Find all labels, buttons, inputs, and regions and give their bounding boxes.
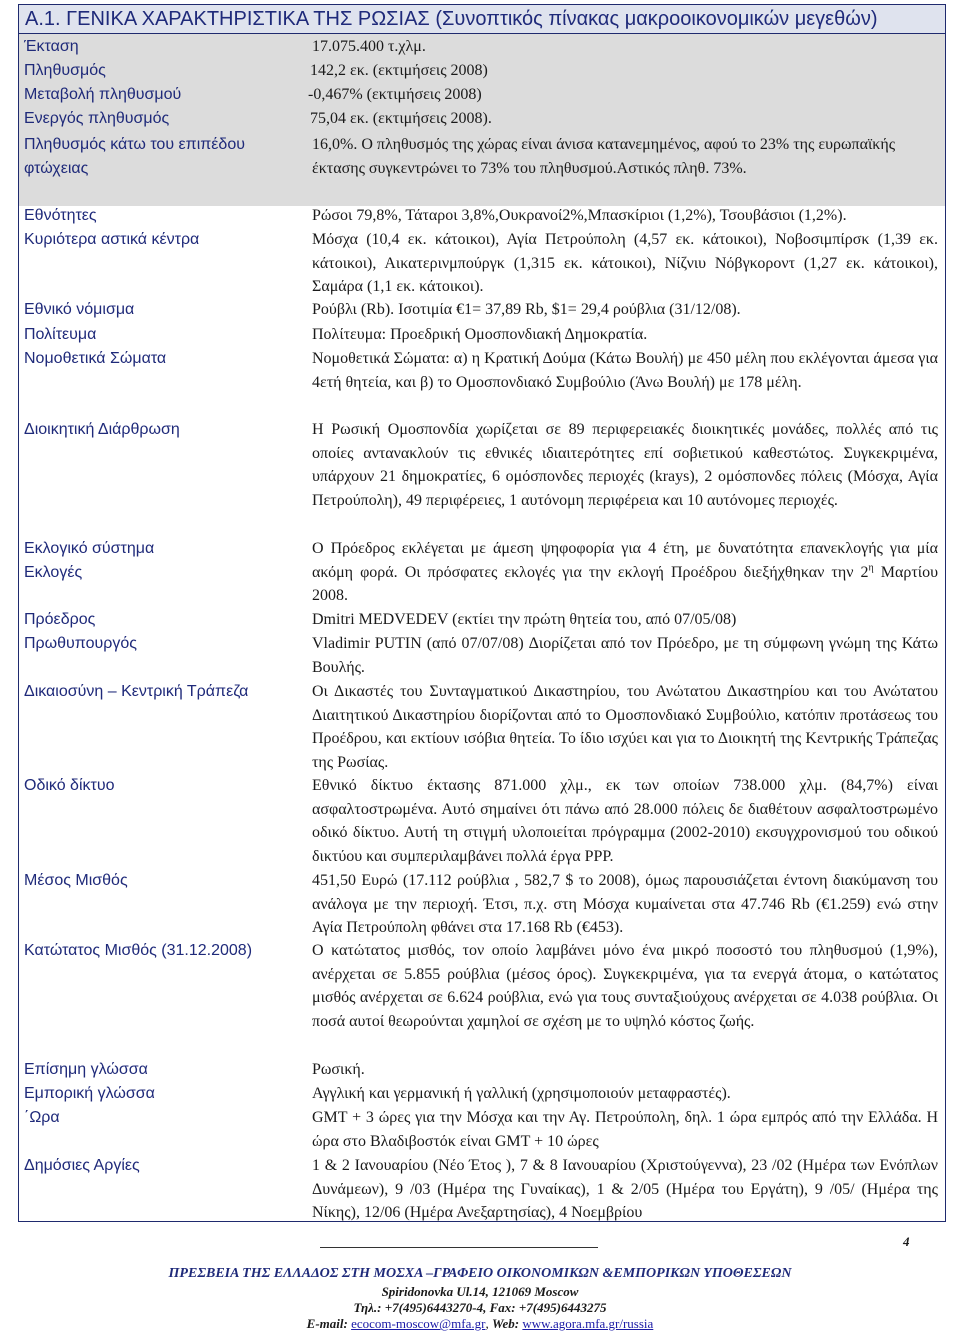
cities-label: Κυριότερα αστικά κέντρα [24, 231, 200, 248]
poverty-value: 16,0%. Ο πληθυσμός της χώρας είναι άνισα κατανεμημένος, αφού το 23% της ευρωπαϊκής έκτασης συγκεντρώνει το 73% του πληθυσμού.Αστικός πληθ. 73%. [312, 136, 896, 177]
poverty-label-line2: φτώχειας [24, 160, 89, 177]
email-link[interactable]: ecocom-moscow@mfa.gr [351, 1316, 486, 1331]
min-salary-value: Ο κατώτατος μισθός, τον οποίο λαμβάνει μόνο ένα μικρό ποσοστό του πληθυσμού (1,9%), ανέρχεται σε 5.855 ρούβλια (μέσος όρος). Συγκεκριμένα, για τα ενεργά άτομα, ο κατώτατος μισθός ανέρχεται σε 6.624 ρούβλια, ενώ για τους συνταξιούχους ανέρχεται σε 4.038 ρούβλια. Οι ποσά αυτοί θεωρούνται χαμηλοί σε σχέση με το υψηλό κόστος ζωής. [312, 942, 938, 1030]
footer-phone: Τηλ.: +7(495)6443270-4, Fax: +7(495)6443275 [353, 1300, 607, 1315]
electoral-value [312, 537, 938, 608]
web-label: Web: [491, 1316, 520, 1331]
ethnic-value: Ρώσοι 79,8%, Τάταροι 3,8%,Ουκρανοί2%,Μπασκίριοι (1,2%), Τσουβάσιοι (1,2%). [312, 207, 847, 224]
pm-label: Πρωθυπουργός [24, 635, 137, 652]
ethnic-label: Εθνότητες [24, 207, 97, 224]
holidays-value: 1 & 2 Ιανουαρίου (Νέο Έτος ), 7 & 8 Ιανουαρίου (Χριστούγεννα), 23 /02 (Ημέρα των Ενόπλων Δυνάμεων), 9 /03 (Ημέρα της Γυναίκας), 1 & 2/05 (Ημέρα του Εργάτη), 9 /05/ (Ημέρα της Νίκης), 12/06 (Ημέρα Ανεξαρτησίας), 4 Νοεμβρίου [312, 1157, 938, 1221]
president-value: Dmitri MEDVEDEV (εκτίει την πρώτη θητεία του, από 07/05/08) [312, 611, 737, 628]
admin-value: Η Ρωσική Ομοσπονδία χωρίζεται σε 89 περιφερειακές διοικητικές μονάδες, πολλές από τις οποίες αντανακλούν τις εθνικές ιδιαιτερότητες επί σοβιετικού καθεστώτος. Συγκεκριμένα, υπάρχουν 21 δημοκρατίες, 6 ομόσπονδες περιοχές (krays), 2 ομόσπονδες πόλεις (Μόσχα, Αγία Πετρούπολη), 49 περιφέρειες, 1 αυτόνομη περιφέρεια και 10 αυτόνομες περιοχές. [312, 421, 938, 509]
roads-label: Οδικό δίκτυο [24, 777, 115, 794]
area-value: 17.075.400 τ.χλμ. [312, 38, 426, 55]
footer-contact: E-mail: ecocom-moscow@mfa.gr, Web: www.agora.mfa.gr/russia [306, 1316, 654, 1331]
trade-lang-label: Εμπορική γλώσσα [24, 1085, 155, 1102]
footer-org-line: ΠΡΕΣΒΕΙΑ ΤΗΣ ΕΛΛΑΔΟΣ ΣΤΗ ΜΟΣΧΑ –ΓΡΑΦΕΙΟ ΟΙΚΟΝΟΜΙΚΩΝ &ΕΜΠΟΡΙΚΩΝ ΥΠΟΘΕΣΕΩΝ [168, 1266, 792, 1281]
president-label: Πρόεδρος [24, 611, 96, 628]
ordinal-suffix: η [868, 562, 874, 574]
web-link[interactable]: www.agora.mfa.gr/russia [522, 1316, 654, 1331]
official-lang-value: Ρωσική. [312, 1061, 365, 1078]
page-title: A.1. ΓΕΝΙΚΑ ΧΑΡΑΚΤΗΡΙΣΤΙΚΑ ΤΗΣ ΡΩΣΙΑΣ (Συνοπτικός πίνακας μακροοικονομικών μεγεθών) [25, 8, 878, 30]
time-value: GMT + 3 ώρες για την Μόσχα και την Αγ. Πετρούπολη, δηλ. 1 ώρα εμπρός από την Ελλάδα. Η ώρα στο Βλαδιβοστόκ είναι GMT + 10 ώρες [312, 1109, 938, 1150]
polity-label: Πολίτευμα [24, 326, 97, 343]
legislative-label: Νομοθετικά Σώματα [24, 350, 167, 367]
poverty-label-line1: Πληθυσμός κάτω του επιπέδου [24, 136, 245, 153]
admin-label: Διοικητική Διάρθρωση [24, 421, 180, 438]
active-pop-label: Ενεργός πληθυσμός [24, 110, 170, 127]
footer-divider [320, 1247, 598, 1248]
salary-value: 451,50 Ευρώ (17.112 ρούβλια , 582,7 $ το 2008), όμως παρουσιάζεται έντονη διακύμανση του ανάλογα με την περιοχή. Έτσι, π.χ. στη Μόσχα κυμαίνεται στα 47.746 Rb (€1.259) ενώ στην Αγία Πετρούπολη φθάνει στα 17.168 Rb (€453). [312, 872, 938, 936]
salary-label: Μέσος Μισθός [24, 872, 128, 889]
currency-value: Ρούβλι (Rb). Ισοτιμία €1= 37,89 Rb, $1= 29,4 ρούβλια (31/12/08). [312, 301, 741, 318]
page-number: 4 [903, 1234, 910, 1249]
pop-change-label: Μεταβολή πληθυσμού [24, 86, 182, 103]
legislative-value: Νομοθετικά Σώματα: α) η Κρατική Δούμα (Κάτω Βουλή) με 450 μέλη που εκλέγονται άμεσα για 4ετή θητεία, και β) το Ομοσπονδιακό Συμβούλιο (Άνω Βουλή) με 178 μέλη. [312, 350, 938, 391]
population-label: Πληθυσμός [24, 62, 106, 79]
footer-address: Spiridonovka Ul.14, 121069 Moscow [381, 1284, 579, 1299]
time-label: ΄Ωρα [24, 1109, 60, 1126]
elections-label: Εκλογές [24, 564, 83, 581]
min-salary-label: Κατώτατος Μισθός (31.12.2008) [24, 942, 253, 959]
justice-value: Οι Δικαστές του Συνταγματικού Δικαστηρίου, του Ανώτατου Δικαστηρίου και του Ανώτατου Διαιτητικού Δικαστηρίου διορίζονται από το Ομοσπονδιακό Συμβούλιο, κατόπιν προτάσεως του Προέδρου, και εκτίουν ισόβια θητεία. Το ίδιο ισχύει και για το Διοικητή της Κεντρικής Τράπεζας της Ρωσίας. [312, 683, 938, 771]
email-label: E-mail: [306, 1316, 348, 1331]
electoral-text-end: Μαρτίου 2008. [312, 563, 939, 604]
electoral-label: Εκλογικό σύστημα [24, 540, 155, 557]
area-label: Έκταση [24, 38, 79, 55]
roads-value: Εθνικό δίκτυο έκτασης 871.000 χλμ., εκ των οποίων 738.000 χλμ. (84,7%) είναι ασφαλτοστρωμένα. Αυτό σημαίνει ότι πάνω από 28.000 πόλεις δε διαθέτουν ασφαλτοστρωμένο οδικό δίκτυο. Αυτή τη στιγμή υλοποιείται πρόγραμμα (2002-2010) εκσυγχρονισμού του οδικού δικτύου και συμπεριλαμβάνει πολλά έργα PPP. [312, 777, 938, 865]
currency-label: Εθνικό νόμισμα [24, 301, 135, 318]
cities-value: Μόσχα (10,4 εκ. κάτοικοι), Αγία Πετρούπολη (4,57 εκ. κάτοικοι), Νοβοσιμπίρσκ (1,39 εκ. κάτοικοι), Αικατερινμπούργκ (1,315 εκ. κάτοικοι), Νίζνιυ Νόβγκοροντ (1,27 εκ. κάτοικοι), Σαμάρα (1,1 εκ. κάτοικοι). [312, 231, 938, 295]
population-value: 142,2 εκ. (εκτιμήσεις 2008) [310, 62, 488, 79]
trade-lang-value: Αγγλική και γερμανική ή γαλλική (χρησιμοποιούν μεταφραστές). [312, 1085, 731, 1102]
official-lang-label: Επίσημη γλώσσα [24, 1061, 148, 1078]
justice-label: Δικαιοσύνη – Κεντρική Τράπεζα [24, 683, 249, 700]
title-bar [18, 4, 946, 34]
active-pop-value: 75,04 εκ. (εκτιμήσεις 2008). [310, 110, 492, 127]
holidays-label: Δημόσιες Αργίες [24, 1157, 140, 1174]
polity-value: Πολίτευμα: Προεδρική Ομοσπονδιακή Δημοκρατία. [312, 326, 648, 343]
pm-value: Vladimir PUTIN (από 07/07/08) Διορίζεται από τον Πρόεδρο, με τη σύμφωνη γνώμη της Κάτω Βουλής. [312, 635, 938, 676]
electoral-text: Ο Πρόεδρος εκλέγεται με άμεση ψηφοφορία για 4 έτη, με δυνατότητα επανεκλογής για μία ακόμη φορά. Οι πρόσφατες εκλογές για την εκλογή Προέδρου διεξήχθηκαν την 2 [312, 540, 938, 581]
pop-change-value: -0,467% (εκτιμήσεις 2008) [308, 86, 482, 103]
